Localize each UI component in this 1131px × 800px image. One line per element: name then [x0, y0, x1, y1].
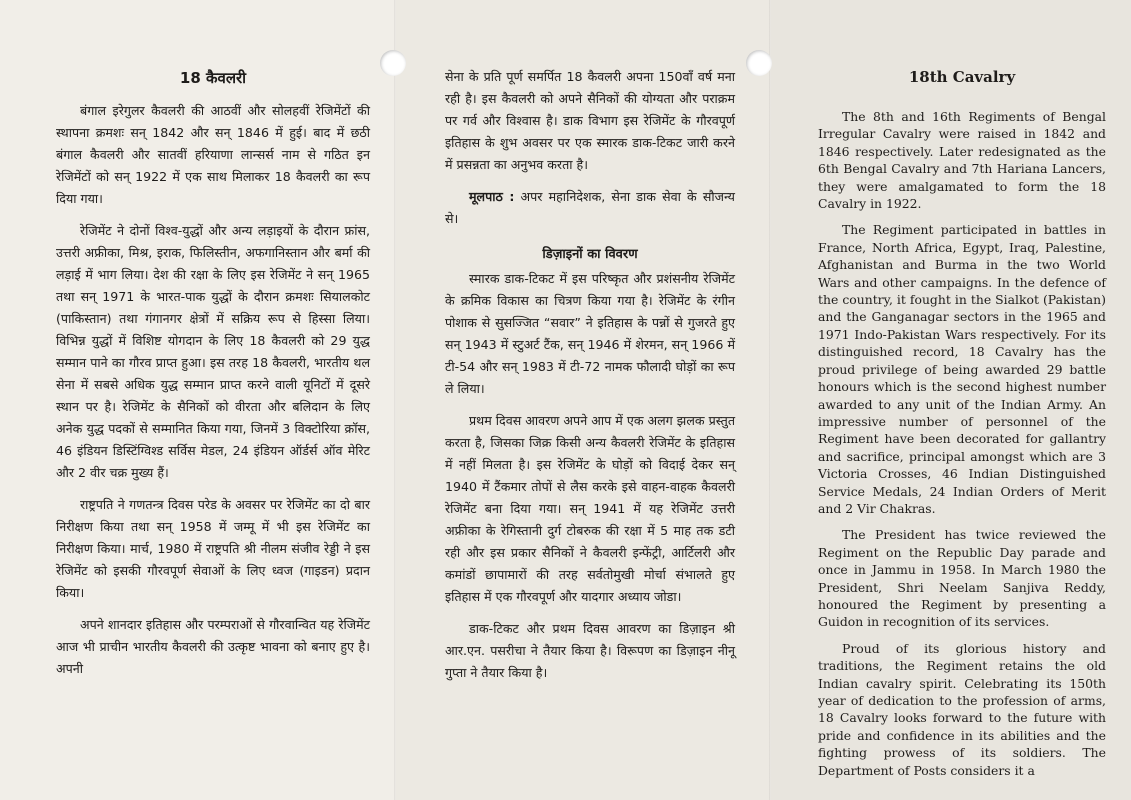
hindi-middle-panel [395, 0, 770, 800]
design-paragraph: स्मारक डाक-टिकट में इस परिष्कृत और प्रशंसनीय रेजिमेंट के क्रमिक विकास का चित्रण किया गया है। रेजिमेंट के रंगीन पोशाक से सुसज्जित “सवार” ने इतिहास के पन्नों से गुजरते हुए सन् 1943 में स्टुअर्ट टैंक, सन् 1946 में शेरमन, सन् 1966 में टी-54 और सन् 1983 में टी-72 नामक फौलादी घोड़ों का रूप ले लिया। [445, 271, 735, 396]
english-column [818, 68, 1106, 788]
fold-line [394, 0, 396, 800]
hindi-left-panel [0, 0, 395, 800]
english-title: 18th Cavalry [908, 68, 1016, 86]
punch-hole [380, 50, 406, 76]
hindi-paragraph: बंगाल इरेगुलर कैवलरी की आठवीं और सोलहवीं रेजिमेंटों की स्थापना क्रमशः सन् 1842 और सन् 1846 में हुई। बाद में छठी बंगाल कैवलरी और सातवीं हरियाणा लान्सर्स नाम से गठित इन रेजिमेंटों को सन् 1922 में एक साथ मिलाकर 18 कैवलरी का रूप दिया गया। [56, 103, 370, 206]
punch-hole [746, 50, 772, 76]
hindi-middle-column [445, 66, 735, 694]
hindi-paragraph: राष्ट्रपति ने गणतन्त्र दिवस परेड के अवसर पर रेजिमेंट का दो बार निरीक्षण किया तथा सन् 1958 में जम्मू में भी इस रेजिमेंट का निरीक्षण किया। मार्च, 1980 में राष्ट्रपति श्री नीलम संजीव रेड्डी ने इस रेजिमेंट को इसकी गौरवपूर्ण सेवाओं के लिए ध्वज (गाइडन) प्रदान किया। [56, 497, 370, 600]
english-panel [770, 0, 1131, 800]
english-paragraph: The Regiment participated in battles in France, North Africa, Egypt, Iraq, Palestine, Afghanistan and Burma in the two World Wars and other campaigns. In the defence of the country, it fought in the Sialkot (Pakistan) and the Ganganagar sectors in the 1965 and 1971 Indo-Pakistan Wars respectively. For its distinguished record, 18 Cavalry has the proud privilege of being awarded 29 battle honours which is the second highest number awarded to any unit of the Indian Army. An impressive number of personnel of the Regiment have been decorated for gallantry and sacrifice, principal amongst which are 3 Victoria Crosses, 46 Indian Distinguished Service Medals, 24 Indian Orders of Merit and 2 Vir Chakras. [818, 222, 1106, 516]
source-text: अपर महानिदेशक, सेना डाक सेवा के सौजन्य से। [445, 189, 735, 226]
fold-line [769, 0, 771, 800]
hindi-paragraph: सेना के प्रति पूर्ण समर्पित 18 कैवलरी अपना 150वाँ वर्ष मना रही है। इस कैवलरी को अपने सैनिकों की योग्यता और पराक्रम पर गर्व और विश्वास है। डाक विभाग इस रेजिमेंट के गौरवपूर्ण इतिहास के शुभ अवसर पर एक स्मारक डाक-टिकट जारी करने में प्रसन्नता का अनुभव करता है। [445, 69, 735, 172]
english-paragraph: The 8th and 16th Regiments of Bengal Irregular Cavalry were raised in 1842 and 1846 respectively. Later redesignated as the 6th Bengal Cavalry and 7th Hariana Lancers, they were amalgamated to form the 18 Cavalry in 1922. [818, 109, 1106, 212]
english-paragraph: The President has twice reviewed the Regiment on the Republic Day parade and once in Jammu in 1958. In March 1980 the President, Shri Neelam Sanjiva Reddy, honoured the Regiment by presenting a Guidon in recognition of its services. [818, 527, 1106, 630]
hindi-paragraph: अपने शानदार इतिहास और परम्पराओं से गौरवान्वित यह रेजिमेंट आज भी प्राचीन भारतीय कैवलरी की उत्कृष्ट भावना को बनाए हुए है। अपनी [56, 617, 370, 676]
hindi-title: 18 कैवलरी [179, 69, 247, 87]
design-heading: डिज़ाइनों का विवरण [542, 247, 638, 262]
source-credit [445, 186, 735, 230]
design-paragraph: डाक-टिकट और प्रथम दिवस आवरण का डिज़ाइन श्री आर.एन. पसरीचा ने तैयार किया है। विरूपण का डिज़ाइन नीनू गुप्ता ने तैयार किया है। [445, 621, 735, 680]
hindi-paragraph: रेजिमेंट ने दोनों विश्व-युद्धों और अन्य लड़ाइयों के दौरान फ्रांस, उत्तरी अफ्रीका, मिश्र, इराक, फिलिस्तीन, अफगानिस्तान और बर्मा की लड़ाई में भाग लिया। देश की रक्षा के लिए इस रेजिमेंट ने सन् 1965 तथा सन् 1971 के भारत-पाक युद्धों के दौरान क्रमशः सियालकोट (पाकिस्तान) तथा गंगानगर क्षेत्रों में सक्रिय रूप से हिस्सा लिया। विभिन्न युद्धों में विशिष्ट योगदान के लिए 18 कैवलरी को 29 युद्ध सम्मान पाने का गौरव प्राप्त हुआ। इस तरह 18 कैवलरी, भारतीय थल सेना में सबसे अधिक युद्ध सम्मान प्राप्त करने वाली यूनिटों में दूसरे स्थान पर है। रेजिमेंट के सैनिकों को वीरता और बलिदान के लिए अनेक युद्ध पदकों से सम्मानित किया गया, जिनमें 3 विक्टोरिया क्रॉस, 46 इंडियन डिस्टिंग्विश्ड सर्विस मेडल, 24 इंडियन ऑर्डर्स ऑव मेरिट और 2 वीर चक्र मुख्य हैं। [56, 223, 370, 480]
source-label: मूलपाठ : [469, 189, 515, 204]
hindi-left-column [56, 68, 370, 690]
english-paragraph: Proud of its glorious history and traditions, the Regiment retains the old Indian cavalry spirit. Celebrating its 150th year of dedication to the profession of arms, 18 Cavalry looks forward to the future with pride and confidence in its abilities and the fighting prowess of its soldiers. The Department of Posts considers it a [818, 640, 1106, 778]
design-paragraph: प्रथम दिवस आवरण अपने आप में एक अलग झलक प्रस्तुत करता है, जिसका जिक्र किसी अन्य कैवलरी रेजिमेंट के इतिहास में नहीं मिलता है। इस रेजिमेंट के घोड़ों को विदाई देकर सन् 1940 में टैंकमार तोपों से लैस करके इसे वाहन-वाहक कैवलरी रेजिमेंट बना दिया गया। सन् 1941 में यह रेजिमेंट उत्तरी अफ्रीका के रेगिस्तानी दुर्ग टोबरुक की रक्षा में 5 माह तक डटी रही और इस प्रकार सैनिकों ने कैवलरी इन्फेंट्री, आर्टिलरी और कमांडों छापामारों की तरह सर्वतोमुखी मोर्चा संभालते हुए इतिहास में एक गौरवपूर्ण और यादगार अध्याय जोडा। [445, 413, 735, 604]
